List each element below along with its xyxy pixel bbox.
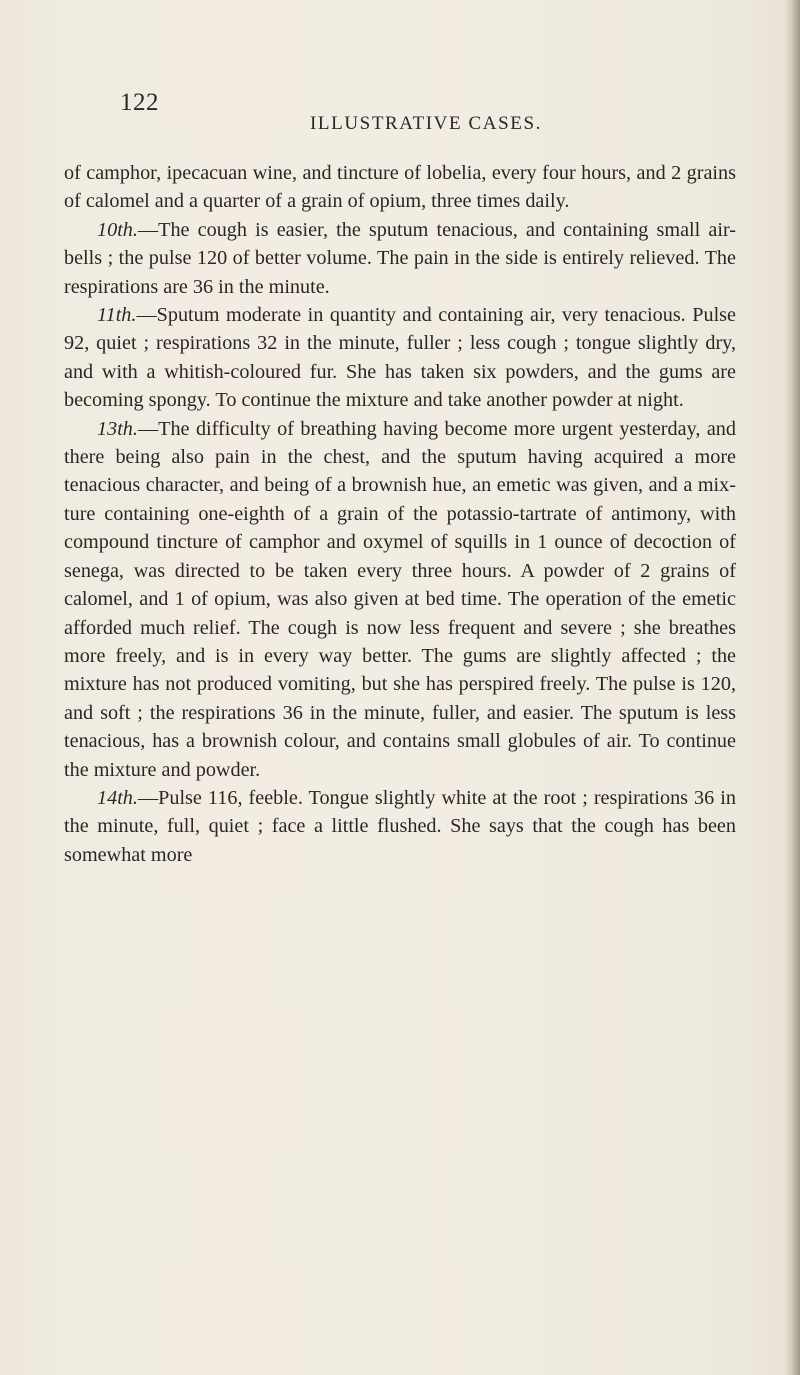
entry-date: 11th.: [97, 304, 137, 327]
entry-text: —The cough is easier, the sputum tenacious, and containing small air-bells ; the pulse 120 of better volume. The pain in the side is entirely relieved. The respirations are 36 in the minute.: [64, 218, 736, 298]
page-number: 122: [120, 89, 159, 116]
body-text: [64, 159, 736, 869]
entry-date: 14th.: [97, 786, 138, 809]
paragraph-continuation: [64, 159, 736, 216]
entry-date: 13th.: [97, 417, 138, 440]
entry-11th: [64, 301, 736, 415]
running-head: ILLUSTRATIVE CASES.: [310, 113, 543, 134]
entry-14th: [64, 784, 736, 869]
entry-text: —Sputum moderate in quantity and containing air, very tenacious. Pulse 92, quiet ; respirations 32 in the minute, fuller ; less cough ; tongue slightly dry, and with a whitish-coloured fur. She has taken six powders, and the gums are becoming spongy. To continue the mixture and take another powder at night.: [64, 304, 736, 412]
entry-13th: [64, 415, 736, 784]
entry-10th: [64, 216, 736, 301]
paragraph-text: of camphor, ipecacuan wine, and tincture of lobelia, every four hours, and 2 grains of calomel and a quarter of a grain of opium, three times daily.: [64, 162, 736, 213]
entry-text: —The difficulty of breathing having become more urgent yesterday, and there being also pain in the chest, and the sputum having acquired a more tenacious character, and being of a brownish hue, an emetic was given, and a mixture containing one-eighth of a grain of the potassio-tartrate of antimony, with compound tincture of camphor and oxymel of squills in 1 ounce of decoction of senega, was directed to be taken every three hours. A powder of 2 grains of calomel, and 1 of opium, was also given at bed time. The operation of the emetic afforded much relief. The cough is now less frequent and severe ; she breathes more freely, and is in every way better. The gums are slightly affected ; the mixture has not produced vomiting, but she has perspired freely. The pulse is 120, and soft ; the respirations 36 in the minute, fuller, and easier. The sputum is less tenacious, has a brownish colour, and contains small globules of air. To continue the mixture and powder.: [64, 417, 736, 781]
entry-date: 10th.: [97, 218, 138, 241]
page-edge-shadow: [784, 0, 800, 1375]
entry-text: —Pulse 116, feeble. Tongue slightly white at the root ; respirations 36 in the minute, full, quiet ; face a little flushed. She says that the cough has been somewhat more: [64, 786, 736, 866]
